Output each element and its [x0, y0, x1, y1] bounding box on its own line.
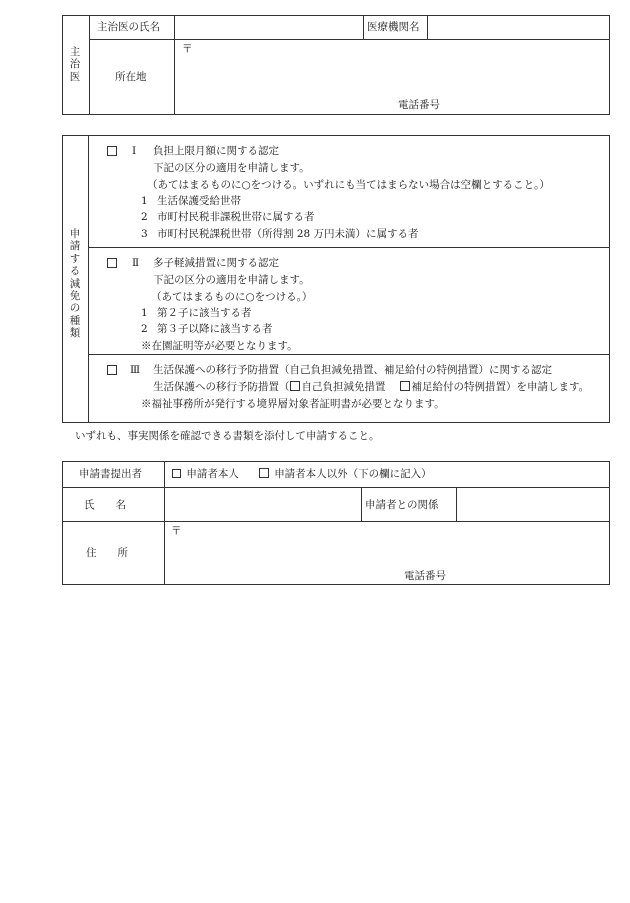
physician-row-divider [89, 39, 610, 40]
applicant-divider [164, 461, 165, 585]
other-checkbox[interactable] [259, 468, 269, 478]
item2-option-text[interactable]: 第３子以降に該当する者 [157, 323, 273, 335]
applicant-row-divider [62, 521, 610, 522]
physician-name-field[interactable] [176, 17, 361, 37]
physician-divider [89, 15, 90, 115]
item2-title: 多子軽減措置に関する認定 [153, 257, 279, 269]
applicant-address-field[interactable] [166, 538, 606, 564]
exemption-row-divider [88, 354, 610, 355]
item3-numeral: Ⅲ [130, 364, 141, 376]
item1-numeral: Ⅰ [132, 145, 137, 157]
attachment-note: いずれも、事実関係を確認できる書類を添付して申請すること。 [75, 430, 380, 442]
item2-line2: （あてはまるものに○をつける。） [151, 291, 313, 303]
physician-divider [427, 15, 428, 39]
item2-line1: 下記の区分の適用を申請します。 [153, 274, 310, 286]
applicant-phone-label: 電話番号 [404, 570, 446, 582]
physician-postal-mark: 〒 [182, 43, 193, 55]
item2-option-text[interactable]: 第２子に該当する者 [157, 307, 252, 319]
physician-section-label: 主治医 [69, 46, 81, 83]
physician-divider [174, 15, 175, 115]
item1-line1: 下記の区分の適用を申請します。 [153, 162, 310, 174]
physician-address-field[interactable] [176, 56, 606, 94]
item1-line2: （あてはまるものに○をつける。いずれにも当てはまらない場合は空欄とすること。） [147, 179, 550, 191]
item3-note: ※福祉事務所が発行する境界層対象者証明書が必要となります。 [141, 398, 445, 410]
applicant-postal-mark: 〒 [171, 525, 182, 537]
applicant-name-label: 氏 名 [84, 499, 126, 511]
item1-title: 負担上限月額に関する認定 [153, 145, 279, 157]
item2-note: ※在園証明等が必要となります。 [141, 340, 298, 352]
item3-checkbox[interactable] [107, 365, 117, 375]
exemption-section-label: 申請する減免の種類 [69, 228, 81, 339]
item1-option-num: 1 [141, 195, 148, 207]
item2-checkbox[interactable] [107, 258, 117, 268]
item3-title: 生活保護への移行予防措置（自己負担減免措置、補足給付の特例措置）に関する認定 [153, 364, 552, 376]
item1-option-num: 3 [141, 228, 148, 240]
relation-field[interactable] [458, 489, 608, 519]
other-option-label: 申請者本人以外（下の欄に記入） [274, 468, 432, 480]
applicant-row-divider [62, 487, 610, 488]
item3-option-b-checkbox[interactable] [400, 381, 410, 391]
physician-divider [363, 15, 364, 39]
applicant-divider [361, 487, 362, 521]
physician-phone-label: 電話番号 [398, 99, 440, 111]
physician-address-label: 所在地 [115, 71, 147, 83]
item1-option-num: 2 [141, 211, 148, 223]
applicant-divider [456, 487, 457, 521]
self-option-label: 申請者本人 [186, 468, 239, 480]
item2-option-num: 2 [141, 323, 148, 335]
item2-option-num: 1 [141, 307, 148, 319]
applicant-address-label: 住 所 [86, 547, 128, 559]
item3-line1-post: ）を申請します。 [506, 381, 590, 393]
item3-option-b: 補足給付の特例措置 [411, 381, 506, 393]
item1-option-text[interactable]: 生活保護受給世帯 [157, 195, 241, 207]
submitter-label: 申請書提出者 [79, 468, 142, 480]
self-checkbox[interactable] [172, 469, 181, 478]
item3-line1 [153, 381, 589, 394]
item1-option-text[interactable]: 市町村民税課税世帯（所得割 28 万円未満）に属する者 [157, 228, 419, 240]
item2-numeral: Ⅱ [132, 257, 140, 269]
exemption-divider [88, 135, 89, 423]
submitter-options [172, 468, 432, 481]
institution-label: 医療機関名 [367, 21, 420, 33]
exemption-row-divider [88, 247, 610, 248]
relation-label: 申請者との関係 [365, 499, 439, 511]
item3-option-a-checkbox[interactable] [290, 381, 300, 391]
item1-checkbox[interactable] [107, 146, 117, 156]
item3-line1-pre: 生活保護への移行予防措置（ [153, 381, 290, 393]
applicant-name-field[interactable] [166, 489, 359, 519]
physician-name-label: 主治医の氏名 [97, 21, 160, 33]
item1-option-text[interactable]: 市町村民税非課税世帯に属する者 [157, 211, 315, 223]
institution-field[interactable] [429, 17, 608, 37]
item3-option-a: 自己負担減免措置 [301, 381, 386, 393]
